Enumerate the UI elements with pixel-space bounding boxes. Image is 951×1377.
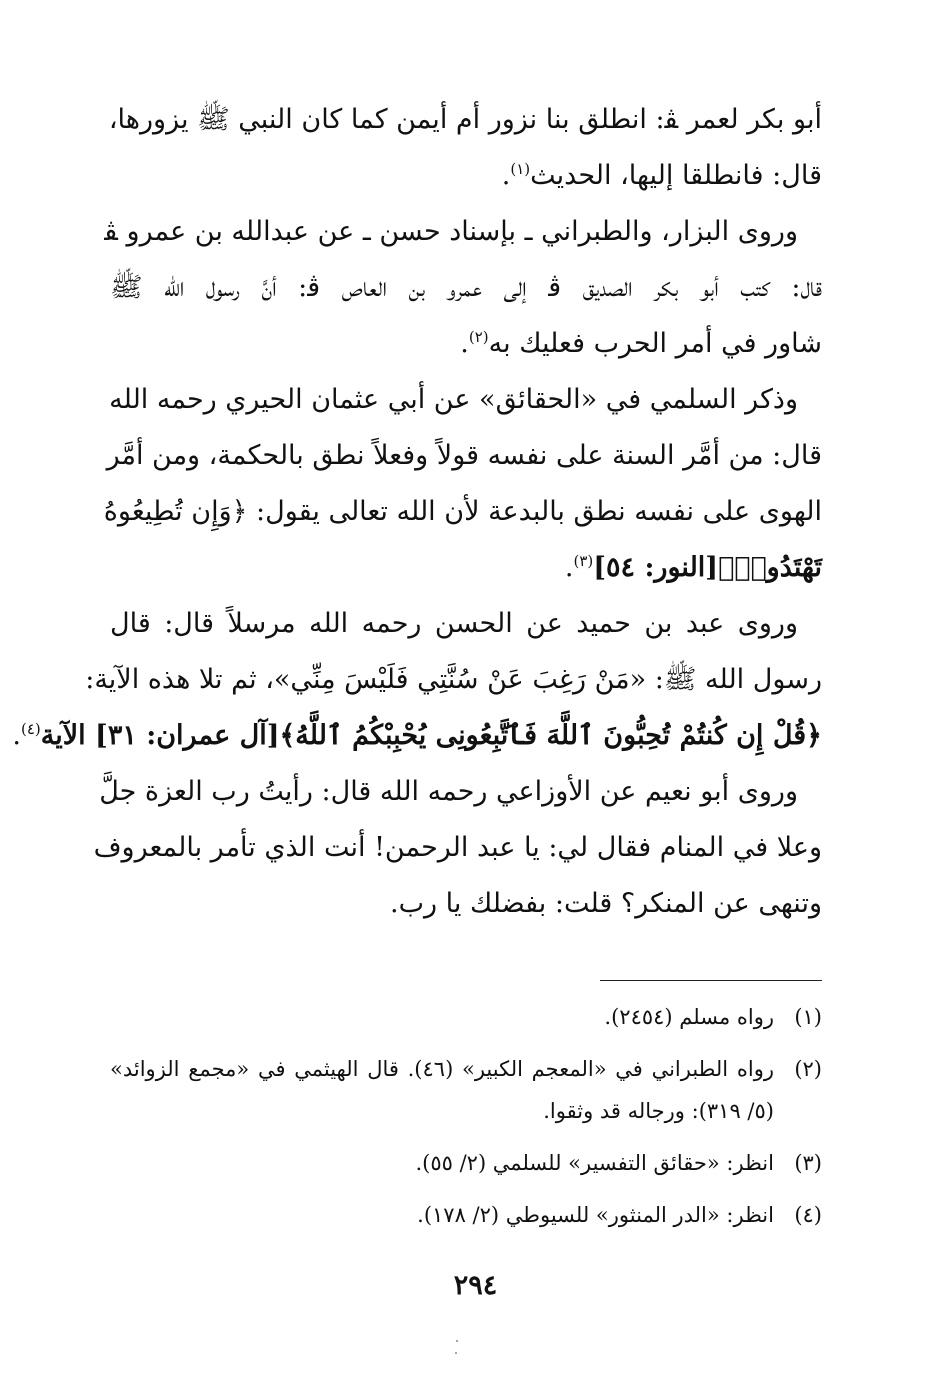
- text-line-5: [110, 316, 822, 372]
- footnote-number: (٤): [794, 1203, 822, 1227]
- footnote-text: [110, 1048, 774, 1132]
- text-line-9: [110, 540, 822, 596]
- text-line-10: وروى عبد بن حميد عن الحسن رحمه الله مرسلاً قال: قال: [110, 608, 798, 639]
- footnote-text: [110, 996, 774, 1038]
- footnote-ref-1: (١): [510, 160, 531, 178]
- text-line-1: أبو بكر لعمر ﭭ: انطلق بنا نزور أم أيمن كما كان النبي ﷺ يزورها،: [108, 104, 822, 135]
- footnote-2: [110, 1048, 822, 1132]
- quran-verse-nur: تَهْتَدُوا۟﴾[النور: ٥٤]: [593, 552, 822, 583]
- text-line-5-end: .: [460, 328, 469, 359]
- text-line-11: رسول الله ﷺ: «مَنْ رَغِبَ عَنْ سُنَّتِي فَلَيْسَ مِنِّي»، ثم تلا هذه الآية:: [85, 664, 822, 695]
- text-line-3: وروى البزار، والطبراني ـ بإسناد حسن ـ عن عبدالله بن عمرو ﭭ: [104, 216, 798, 247]
- footnote-line: رواه مسلم (٢٤٥٤).: [604, 1005, 774, 1029]
- footnote-line: (٥/ ٣١٩): ورجاله قد وثقوا.: [543, 1099, 774, 1123]
- text-line-2-content: قال: فانطلقا إليها، الحديث: [530, 160, 822, 191]
- footnote-number: (٢): [794, 1057, 822, 1081]
- footnote-ref-2: (٢): [468, 328, 489, 346]
- text-line-9-end: .: [564, 552, 574, 583]
- footnote-text: [110, 1194, 774, 1236]
- text-line-2-end: .: [501, 160, 511, 191]
- footnote-line: رواه الطبراني في «المعجم الكبير» (٤٦). قال الهيثمي في «مجمع الزوائد»: [110, 1057, 774, 1081]
- footnote-3: [110, 1142, 822, 1184]
- text-line-13: وروى أبو نعيم عن الأوزاعي رحمه الله قال: رأيتُ رب العزة جلَّ: [99, 776, 798, 807]
- footnote-text: [110, 1142, 774, 1184]
- text-line-12-end: .: [12, 720, 21, 751]
- footnote-ref-4: (٤): [20, 720, 41, 738]
- main-text: [12, 92, 822, 932]
- footnotes: [110, 996, 822, 1246]
- footnote-4: [110, 1194, 822, 1236]
- footnote-line: انظر: «حقائق التفسير» للسلمي (٢/ ٥٥).: [415, 1151, 774, 1175]
- footnote-line: انظر: «الدر المنثور» للسيوطي (٢/ ١٧٨).: [417, 1203, 774, 1227]
- footnote-number: (١): [794, 1005, 822, 1029]
- quran-verse-al-imran: ﴿قُلْ إِن كُنتُمْ تُحِبُّونَ ٱللَّهَ فَٱتَّبِعُونِى يُحْبِبْكُمُ ٱللَّهُ﴾[آل عمران: ٣١] الآية: [40, 720, 822, 751]
- text-line-5-content: شاور في أمر الحرب فعليك به: [488, 328, 822, 359]
- text-line-2: [110, 148, 822, 204]
- text-line-7: قال: من أمَّر السنة على نفسه قولاً وفعلاً نطق بالحكمة، ومن أمَّر: [106, 440, 822, 471]
- footnote-separator: [600, 980, 822, 981]
- footnote-ref-3: (٣): [573, 552, 594, 570]
- text-line-6: وذكر السلمي في «الحقائق» عن أبي عثمان الحيري رحمه الله: [109, 384, 798, 415]
- scan-speck: [455, 1352, 457, 1354]
- footnote-1: [110, 996, 822, 1038]
- scan-speck: [456, 1340, 458, 1342]
- footnote-number: (٣): [794, 1151, 822, 1175]
- text-line-8: الهوى على نفسه نطق بالبدعة لأن الله تعالى يقول: ﴿وَإِن تُطِيعُوهُ: [103, 496, 822, 527]
- text-line-4: قال: كتب أبو بكر الصديق ﭬ إلى عمرو بن العاص ﭬ: أنَّ رسول الله ﷺ: [110, 272, 822, 303]
- text-line-12: [12, 708, 822, 764]
- page-number: ٢٩٤: [453, 1270, 498, 1301]
- text-line-14: وعلا في المنام فقال لي: يا عبد الرحمن! أنت الذي تأمر بالمعروف: [93, 832, 822, 863]
- text-line-15: وتنهى عن المنكر؟ قلت: بفضلك يا رب.: [390, 888, 822, 919]
